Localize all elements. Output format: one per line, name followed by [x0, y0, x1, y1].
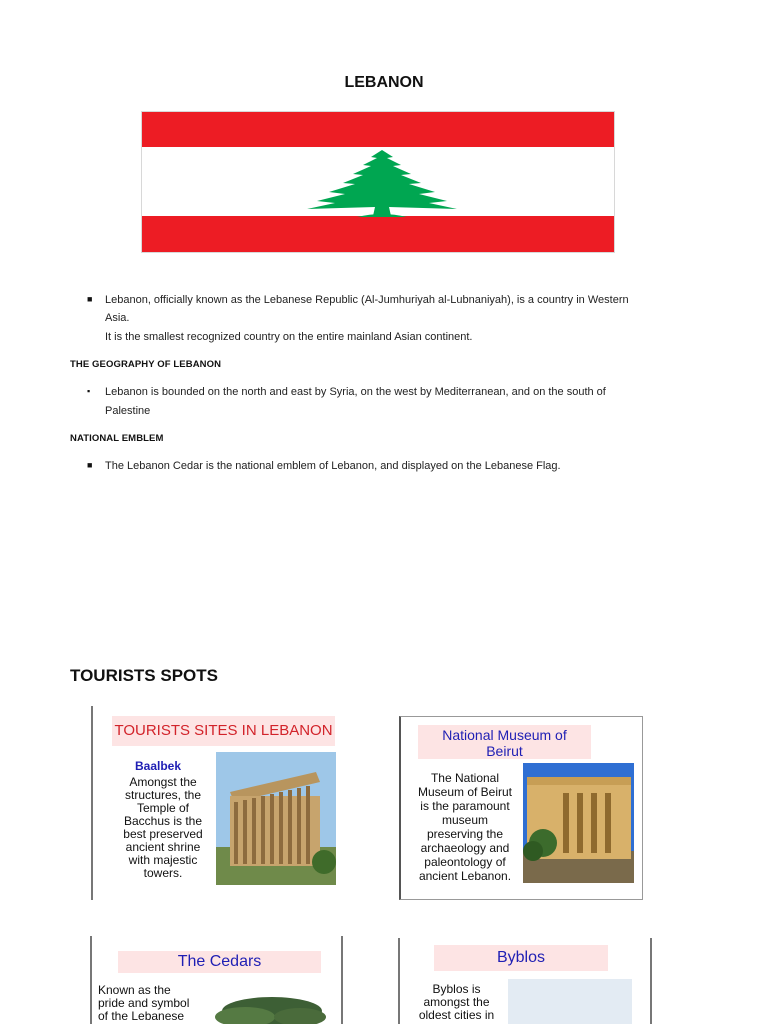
- cedars-forest-photo: [200, 991, 340, 1024]
- byblos-card: [398, 938, 652, 1024]
- card-header: The Cedars: [118, 951, 321, 973]
- page-title: LEBANON: [344, 74, 424, 91]
- emblem-heading: NATIONAL EMBLEM: [70, 433, 164, 444]
- byblos-photo: [508, 979, 632, 1024]
- card-place-name: Baalbek: [135, 759, 182, 773]
- geography-heading: THE GEOGRAPHY OF LEBANON: [70, 359, 222, 370]
- card-header: TOURISTS SITES IN LEBANON: [112, 716, 335, 746]
- card-description: Amongst the structures, the Temple of Bacchus is the best preserved ancient shrine with majestic towers.: [123, 775, 203, 880]
- bullet-marker: ■: [87, 294, 93, 304]
- tourists-spots-title: TOURISTS SPOTS: [70, 666, 218, 685]
- bullet-marker: ▪: [87, 386, 91, 396]
- cedars-card: [90, 936, 343, 1024]
- flag-bottom-stripe: [142, 216, 614, 252]
- card-description: Byblos is amongst the oldest cities in: [418, 982, 495, 1022]
- emblem-line-1: The Lebanon Cedar is the national emblem of Lebanon, and displayed on the Lebanese Flag.: [105, 460, 561, 472]
- geography-line-1: Lebanon is bounded on the north and east by Syria, on the west by Mediterranean, and on the south of: [105, 386, 606, 398]
- card-description: Known as the pride and symbol of the Lebanese: [98, 983, 190, 1023]
- cedar-tree-icon: [297, 147, 467, 218]
- geography-line-2: Palestine: [105, 405, 151, 417]
- baalbek-temple-photo: [216, 752, 336, 885]
- card-header: Byblos: [434, 945, 608, 971]
- museum-building-photo: [523, 763, 634, 883]
- intro-line-3: It is the smallest recognized country on the entire mainland Asian continent.: [105, 331, 473, 343]
- flag-top-stripe: [142, 112, 614, 147]
- lebanon-flag-image: [141, 111, 615, 253]
- national-museum-card: [399, 716, 643, 900]
- card-description: The National Museum of Beirut is the paramount museum preserving the archaeology and paleontology of ancient Lebanon.: [417, 771, 513, 883]
- baalbek-card: [91, 706, 343, 900]
- intro-line-1: Lebanon, officially known as the Lebanese Republic (Al-Jumhuriyah al-Lubnaniyah), is a country in Western: [105, 294, 629, 306]
- bullet-marker: ■: [87, 460, 93, 470]
- card-header: National Museum of Beirut: [418, 725, 591, 759]
- intro-line-2: Asia.: [105, 312, 130, 324]
